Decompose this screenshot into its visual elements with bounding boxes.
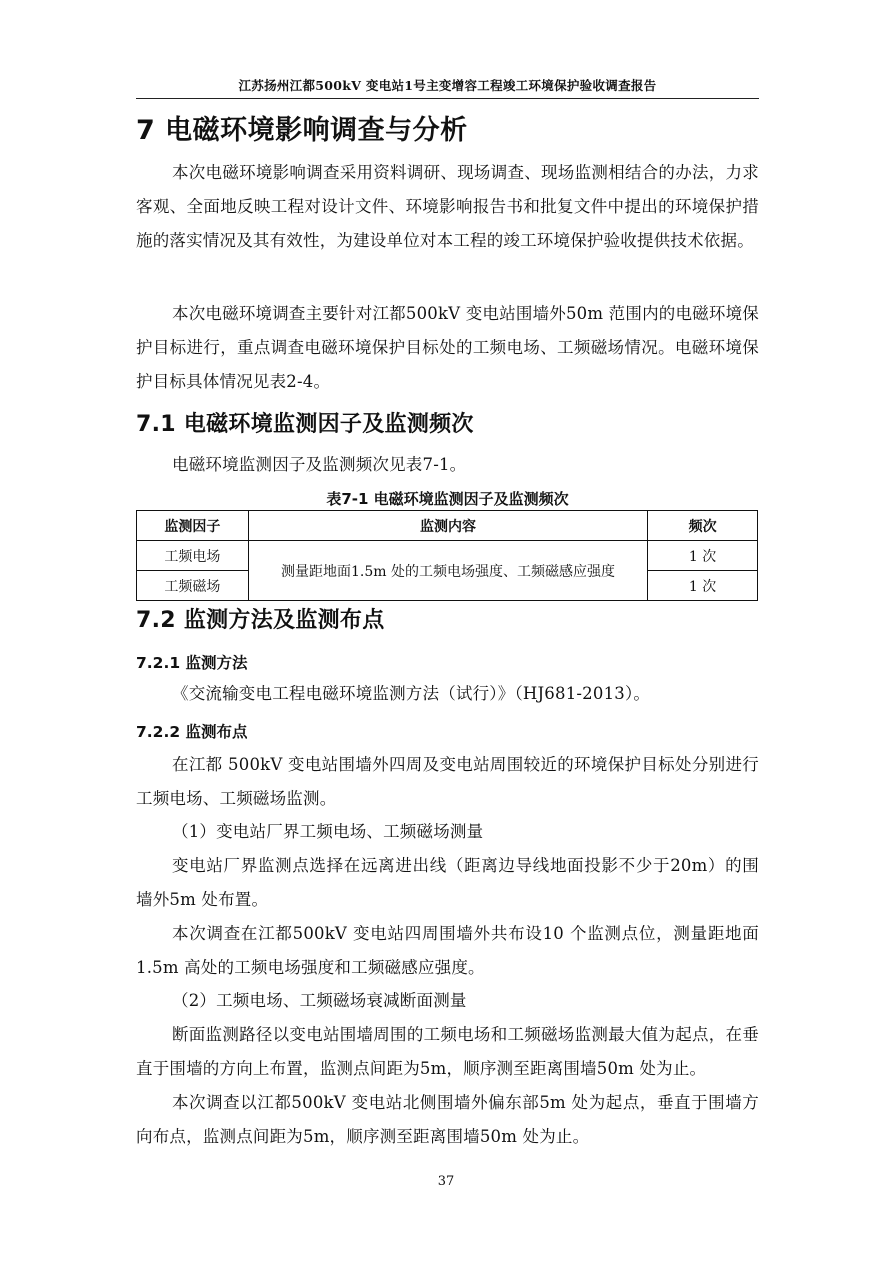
table-row xyxy=(137,541,758,571)
subsection-7-2-1-title: 7.2.1 监测方法 xyxy=(136,654,248,672)
layout-paragraph-1: 在江都 500kV 变电站围墙外四周及变电站周围较近的环境保护目标处分别进行工频电场、工频磁场监测。 xyxy=(136,755,759,808)
subsection-7-2-1-paragraph: 《交流输变电工程电磁环境监测方法（试行）》（HJ681-2013）。 xyxy=(172,684,651,703)
layout-paragraph-4: 本次调查在江都500kV 变电站四周围墙外共布设10 个监测点位，测量距地面1.5m 高处的工频电场强度和工频磁感应强度。 xyxy=(136,924,759,977)
chapter-paragraph-1: 本次电磁环境影响调查采用资料调研、现场调查、现场监测相结合的办法，力求客观、全面地反映工程对设计文件、环境影响报告书和批复文件中提出的环境保护措施的落实情况及其有效性，为建设单位对本工程的竣工环境保护验收提供技术依据。 xyxy=(136,163,759,250)
layout-paragraph-7: 本次调查以江都500kV 变电站北侧围墙外偏东部5m 处为起点，垂直于围墙方向布点，监测点间距为5m，顺序测至距离围墙50m 处为止。 xyxy=(136,1093,759,1146)
section-7-1-paragraph: 电磁环境监测因子及监测频次见表7-1。 xyxy=(172,455,467,474)
layout-paragraph-3: 变电站厂界监测点选择在远离进出线（距离边导线地面投影不少于20m）的围墙外5m 处布置。 xyxy=(136,856,759,909)
section-7-2-title: 7.2 监测方法及监测布点 xyxy=(136,608,385,633)
layout-paragraph-2: （1）变电站厂界工频电场、工频磁场测量 xyxy=(172,822,484,841)
header-divider xyxy=(136,98,759,99)
table-cell-factor: 工频电场 xyxy=(137,541,249,571)
table-cell-frequency: 1 次 xyxy=(648,541,758,571)
table-cell-factor: 工频磁场 xyxy=(137,571,249,601)
page-number: 37 xyxy=(437,1174,455,1189)
monitoring-factor-table xyxy=(136,510,758,601)
chapter-title: 7 电磁环境影响调查与分析 xyxy=(136,115,468,146)
layout-paragraph-5: （2）工频电场、工频磁场衰减断面测量 xyxy=(172,991,467,1010)
layout-paragraph-6: 断面监测路径以变电站围墙周围的工频电场和工频磁场监测最大值为起点，在垂直于围墙的方向上布置，监测点间距为5m，顺序测至距离围墙50m 处为止。 xyxy=(136,1025,759,1078)
table-header-content: 监测内容 xyxy=(248,511,647,541)
running-header: 江苏扬州江都500kV 变电站1号主变增容工程竣工环境保护验收调查报告 xyxy=(238,78,657,93)
table-header-factor: 监测因子 xyxy=(137,511,249,541)
subsection-7-2-2-title: 7.2.2 监测布点 xyxy=(136,723,248,741)
table-caption: 表7-1 电磁环境监测因子及监测频次 xyxy=(326,490,569,508)
chapter-paragraph-2: 本次电磁环境调查主要针对江都500kV 变电站围墙外50m 范围内的电磁环境保护目标进行，重点调查电磁环境保护目标处的工频电场、工频磁场情况。电磁环境保护目标具体情况见表2-4。 xyxy=(136,304,759,391)
section-7-1-title: 7.1 电磁环境监测因子及监测频次 xyxy=(136,412,474,437)
table-cell-frequency: 1 次 xyxy=(648,571,758,601)
table-header-row xyxy=(137,511,758,541)
table-header-frequency: 频次 xyxy=(648,511,758,541)
table-cell-content: 测量距地面1.5m 处的工频电场强度、工频磁感应强度 xyxy=(248,541,647,601)
